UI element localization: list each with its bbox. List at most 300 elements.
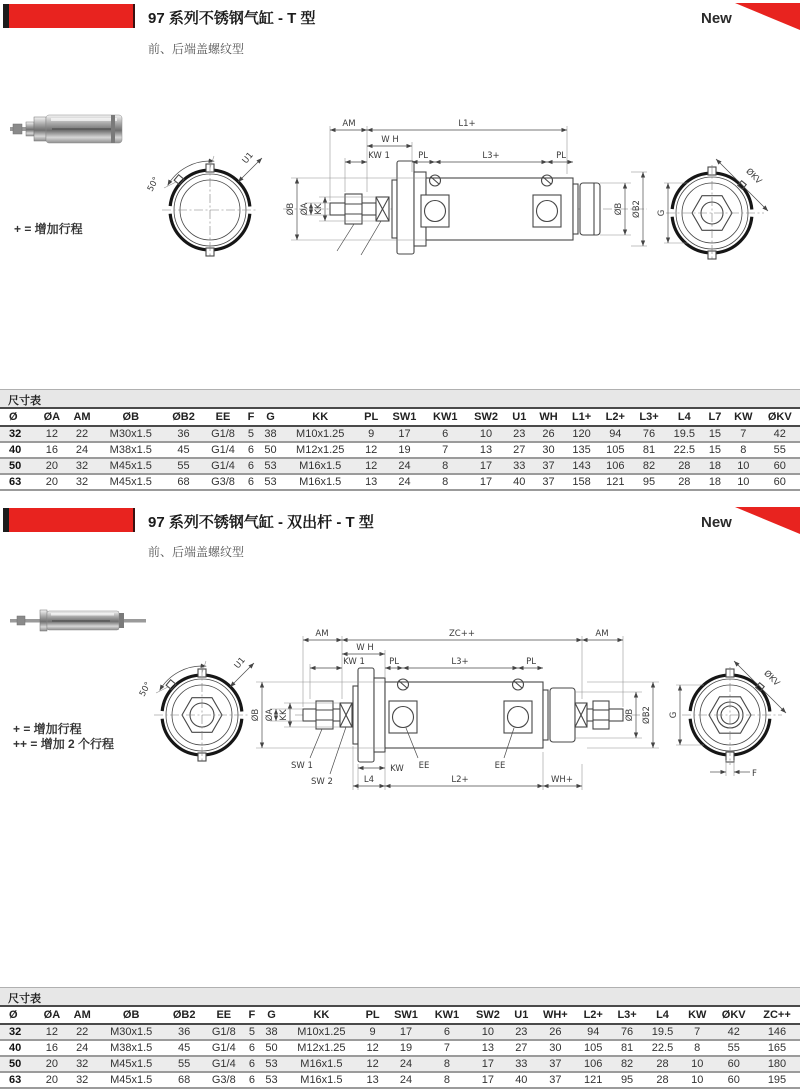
dim-label-50deg: 50° (145, 175, 162, 194)
row-size: 50 (0, 458, 37, 474)
column-header: KW (727, 409, 759, 426)
rear-cap-2 (543, 688, 623, 742)
table-cell: 12 (359, 1040, 385, 1056)
dim-label-ob-left: ØB (286, 202, 296, 216)
table-cell: 24 (384, 474, 424, 490)
table-cell: 6 (244, 1072, 260, 1088)
table-cell: 121 (576, 1072, 610, 1088)
dim-label-l4: L4 (363, 775, 375, 785)
table-cell: 10 (681, 1072, 713, 1088)
column-header: ØB2 (165, 1007, 204, 1024)
dim-label-okv: ØKV (743, 166, 764, 187)
table-cell: 27 (506, 442, 532, 458)
row-size: 32 (0, 1024, 37, 1040)
table-cell: 106 (598, 458, 632, 474)
table-cell: M16x1.5 (283, 1056, 359, 1072)
table-cell: 7 (425, 442, 466, 458)
table-header-row (0, 409, 800, 426)
dim-label-sw2: SW 2 (311, 777, 333, 787)
table-cell: 53 (259, 458, 283, 474)
dim-label-kw: KW (390, 764, 404, 774)
table-cell: 10 (468, 1024, 509, 1040)
new-badge-2: New (701, 514, 732, 531)
column-header: L7 (703, 409, 727, 426)
table-cell: 16 (37, 442, 67, 458)
table-cell: 36 (165, 1024, 204, 1040)
stroke-notes-2 (13, 722, 114, 752)
table-cell: 32 (67, 1072, 98, 1088)
column-header: F (243, 409, 259, 426)
table-cell: 17 (384, 426, 424, 442)
table-cell: 7 (426, 1040, 467, 1056)
table-cell: 8 (425, 458, 466, 474)
section2-title: 97 系列不锈钢气缸 - 双出杆 - T 型 (148, 514, 374, 531)
table-cell: M38x1.5 (97, 442, 164, 458)
table-cell: 10 (727, 458, 759, 474)
column-header: EE (203, 409, 243, 426)
column-header: L1+ (565, 409, 599, 426)
table-cell: 12 (37, 426, 67, 442)
table-cell: 6 (426, 1024, 467, 1040)
table-cell: 22.5 (666, 442, 703, 458)
dim-label-l1: L1+ (458, 119, 476, 129)
end-view-drawing-s2 (660, 648, 800, 790)
table-cell: 19 (386, 1040, 427, 1056)
table-cell: 53 (260, 1056, 284, 1072)
table-cell: 26 (534, 1024, 576, 1040)
table-cell: 95 (610, 1072, 644, 1088)
table-cell: 53 (259, 474, 283, 490)
table-cell: 13 (468, 1040, 509, 1056)
column-header: EE (204, 1007, 245, 1024)
table-cell: 40 (508, 1072, 534, 1088)
column-header: KW1 (426, 1007, 467, 1024)
table-cell: 165 (754, 1040, 800, 1056)
table-cell: 143 (565, 458, 599, 474)
table-cell: 7 (727, 426, 759, 442)
cylinder-body-2 (385, 679, 543, 748)
table-cell: 22.5 (644, 1040, 681, 1056)
table-row (0, 442, 800, 458)
table-cell: 9 (358, 426, 384, 442)
table-cell: 105 (598, 442, 632, 458)
table-cell: 60 (713, 1072, 754, 1088)
table-cell: 24 (386, 1056, 427, 1072)
table-cell: 13 (358, 474, 384, 490)
table-cell: 13 (359, 1072, 385, 1088)
dim-label-u1: U1 (240, 150, 256, 166)
dim-label-ob2: ØB2 (632, 200, 642, 218)
dim-label-pl-right-2: PL (526, 657, 536, 667)
dim-label-ob2-2: ØB2 (642, 706, 652, 724)
banner-red-tab-2 (9, 508, 135, 532)
table-cell: 17 (466, 458, 506, 474)
column-header: ØB2 (164, 409, 203, 426)
table-cell: 6 (243, 474, 259, 490)
table-cell: 10 (466, 426, 506, 442)
table-cell: 68 (165, 1072, 204, 1088)
table-cell: 22 (67, 1024, 98, 1040)
dim-label-oa-2: ØA (265, 708, 275, 722)
size-table-2 (0, 1007, 800, 1089)
row-size: 50 (0, 1056, 37, 1072)
table-cell: 30 (534, 1040, 576, 1056)
table-cell: M38x1.5 (98, 1040, 165, 1056)
table-cell: G3/8 (203, 474, 243, 490)
table-cell: 195 (754, 1072, 800, 1088)
dim-label-l3-2: L3+ (451, 657, 469, 667)
dim-label-f: F (752, 769, 757, 779)
table-cell: 38 (259, 426, 283, 442)
table-cell: 8 (727, 442, 759, 458)
table-cell: 121 (598, 474, 632, 490)
dim-label-ob-left-2: ØB (251, 708, 261, 722)
table-cell: 50 (259, 442, 283, 458)
table-cell: 28 (644, 1056, 681, 1072)
table-row (0, 1040, 800, 1056)
column-header: L4 (666, 409, 703, 426)
column-header: KK (282, 409, 358, 426)
dim-label-am-left: AM (315, 629, 329, 639)
table-cell: G1/8 (203, 426, 243, 442)
table-cell: 146 (754, 1024, 800, 1040)
table-cell: 28 (644, 1072, 681, 1088)
table-cell: 94 (598, 426, 632, 442)
table-cell: 10 (681, 1056, 713, 1072)
column-header: F (244, 1007, 260, 1024)
column-header: WH (532, 409, 564, 426)
table-cell: 30 (532, 442, 564, 458)
left-rod-assembly (303, 701, 352, 729)
table-row (0, 1072, 800, 1088)
table-cell: 50 (260, 1040, 284, 1056)
dim-label-kk: KK (314, 203, 324, 215)
table-cell: 6 (243, 458, 259, 474)
table-cell: 12 (359, 1056, 385, 1072)
table-cell: G1/8 (204, 1024, 245, 1040)
table-header-row (0, 1007, 800, 1024)
table-cell: 24 (67, 1040, 98, 1056)
table-cell: 13 (466, 442, 506, 458)
table-cell: 55 (760, 442, 800, 458)
table-cell: G3/8 (204, 1072, 245, 1088)
table-cell: 26 (532, 426, 564, 442)
table-cell: 7 (681, 1024, 713, 1040)
column-header: ØKV (760, 409, 800, 426)
dim-label-u1-2: U1 (232, 655, 248, 671)
table-cell: 20 (37, 458, 67, 474)
column-header: SW2 (466, 409, 506, 426)
new-badge: New (701, 10, 732, 27)
column-header: U1 (506, 409, 532, 426)
dim-label-pl-left-2: PL (389, 657, 399, 667)
table-cell: 37 (534, 1072, 576, 1088)
column-header: G (259, 409, 283, 426)
table-cell: 16 (37, 1040, 67, 1056)
table-cell: 55 (164, 458, 203, 474)
table-cell: 22 (67, 426, 98, 442)
column-header: L2+ (576, 1007, 610, 1024)
column-header: KW1 (425, 409, 466, 426)
table-cell: 19 (384, 442, 424, 458)
table-cell: 8 (681, 1040, 713, 1056)
table-cell: M45x1.5 (98, 1072, 165, 1088)
table-cell: 55 (165, 1056, 204, 1072)
table-cell: 23 (506, 426, 532, 442)
dim-label-kk-2: KK (279, 709, 289, 721)
side-view-drawing-s1 (275, 108, 655, 258)
section1-title: 97 系列不锈钢气缸 - T 型 (148, 10, 316, 27)
table-cell: 23 (508, 1024, 534, 1040)
table-cell: 45 (165, 1040, 204, 1056)
table-cell: 15 (703, 442, 727, 458)
end-view-drawing-s1 (652, 150, 798, 272)
column-header: KK (283, 1007, 359, 1024)
table-cell: 82 (610, 1056, 644, 1072)
table-cell: 24 (386, 1072, 427, 1088)
table-cell: M45x1.5 (97, 474, 164, 490)
product-photo-double-rod (10, 593, 150, 643)
table-cell: 33 (506, 458, 532, 474)
new-triangle-icon-2 (735, 507, 800, 534)
dim-label-pl-left: PL (418, 151, 428, 161)
table-cell: M16x1.5 (282, 474, 358, 490)
column-header: L4 (644, 1007, 681, 1024)
dim-label-am: AM (342, 119, 356, 129)
column-header: ØA (37, 1007, 67, 1024)
table-cell: 60 (760, 474, 800, 490)
table-cell: G1/4 (204, 1056, 245, 1072)
column-header: KW (681, 1007, 713, 1024)
side-view-drawing-s2 (250, 618, 660, 803)
table-cell: 28 (666, 458, 703, 474)
column-header: AM (67, 1007, 98, 1024)
table-cell: M16x1.5 (282, 458, 358, 474)
row-size: 40 (0, 1040, 37, 1056)
table-cell: 6 (244, 1040, 260, 1056)
table-cell: 81 (632, 442, 666, 458)
table-cell: 19.5 (666, 426, 703, 442)
dim-label-oa: ØA (300, 202, 310, 216)
table-cell: 37 (532, 474, 564, 490)
column-header: ØB (98, 1007, 165, 1024)
stroke-note-line1: + = 增加行程 (13, 722, 82, 736)
cylinder-body (421, 175, 573, 240)
size-table (0, 409, 800, 491)
table-cell: 32 (67, 1056, 98, 1072)
dim-label-wh-2: W H (356, 643, 374, 653)
column-header: L2+ (598, 409, 632, 426)
table-cell: 15 (703, 426, 727, 442)
table-cell: 33 (508, 1056, 534, 1072)
table-cell: 17 (466, 474, 506, 490)
section2-subtitle: 前、后端盖螺纹型 (148, 545, 245, 559)
table-row (0, 1024, 800, 1040)
table-cell: 20 (37, 474, 67, 490)
rear-cap (573, 183, 600, 235)
table-cell: 17 (468, 1056, 509, 1072)
table-title-2: 尺寸表 (0, 987, 800, 1007)
dim-label-ob-right: ØB (614, 202, 624, 216)
dim-label-50deg-2: 50° (137, 680, 154, 699)
table-cell: 76 (632, 426, 666, 442)
table-cell: M45x1.5 (98, 1056, 165, 1072)
table-row (0, 474, 800, 490)
column-header: PL (358, 409, 384, 426)
table-cell: 105 (576, 1040, 610, 1056)
dim-label-wh: W H (381, 135, 399, 145)
front-view-drawing-s1 (140, 148, 270, 263)
column-header: ØB (97, 409, 164, 426)
table-cell: 81 (610, 1040, 644, 1056)
banner-red-tab (9, 4, 135, 28)
dim-label-ee-left: EE (418, 761, 430, 771)
stroke-note-line2: ++ = 增加 2 个行程 (13, 737, 115, 751)
table-cell: M12x1.25 (283, 1040, 359, 1056)
table-cell: 45 (164, 442, 203, 458)
table-cell: M30x1.5 (98, 1024, 165, 1040)
table-cell: M30x1.5 (97, 426, 164, 442)
column-header: PL (359, 1007, 385, 1024)
product-photo-single-rod (10, 103, 135, 148)
table-cell: 40 (506, 474, 532, 490)
table-row (0, 426, 800, 442)
piston-rod-assembly (330, 194, 389, 224)
column-header: U1 (508, 1007, 534, 1024)
table-cell: 95 (632, 474, 666, 490)
dimension-table-1 (0, 389, 800, 491)
table-cell: 180 (754, 1056, 800, 1072)
table-cell: 5 (243, 426, 259, 442)
table-cell: 76 (610, 1024, 644, 1040)
table-cell: 18 (703, 474, 727, 490)
column-header: L3+ (632, 409, 666, 426)
table-cell: 10 (727, 474, 759, 490)
new-triangle-icon (735, 3, 800, 30)
column-header: G (260, 1007, 284, 1024)
dim-label-ee-right: EE (494, 761, 506, 771)
row-size: 63 (0, 1072, 37, 1088)
column-header: Ø (0, 409, 37, 426)
column-header: ZC++ (754, 1007, 800, 1024)
table-cell: 158 (565, 474, 599, 490)
column-header: L3+ (610, 1007, 644, 1024)
column-header: ØKV (713, 1007, 754, 1024)
column-header: SW1 (386, 1007, 427, 1024)
table-cell: 17 (468, 1072, 509, 1088)
table-cell: 12 (358, 458, 384, 474)
row-size: 32 (0, 426, 37, 442)
table-cell: 120 (565, 426, 599, 442)
table-cell: 32 (67, 474, 98, 490)
column-header: ØA (37, 409, 67, 426)
column-header: SW1 (384, 409, 424, 426)
dim-label-g: G (657, 209, 667, 217)
table-cell: G1/4 (204, 1040, 245, 1056)
table-cell: 32 (67, 458, 98, 474)
table-cell: 42 (713, 1024, 754, 1040)
front-view-drawing-s2 (132, 652, 264, 774)
table-cell: 37 (532, 458, 564, 474)
dim-label-g-2: G (669, 711, 679, 719)
row-size: 63 (0, 474, 37, 490)
table-cell: 12 (358, 442, 384, 458)
table-row (0, 458, 800, 474)
table-cell: 36 (164, 426, 203, 442)
column-header: SW2 (468, 1007, 509, 1024)
table-cell: 8 (426, 1072, 467, 1088)
table-cell: 135 (565, 442, 599, 458)
table-cell: 60 (760, 458, 800, 474)
table-cell: 94 (576, 1024, 610, 1040)
dim-label-l3: L3+ (482, 151, 500, 161)
dim-label-sw1: SW 1 (291, 761, 313, 771)
table-title: 尺寸表 (0, 389, 800, 409)
table-cell: 8 (426, 1056, 467, 1072)
table-cell: 37 (534, 1056, 576, 1072)
dim-label-wh-plus: WH+ (551, 775, 573, 785)
column-header: AM (67, 409, 98, 426)
table-cell: G1/4 (203, 458, 243, 474)
table-cell: 20 (37, 1072, 67, 1088)
table-cell: 18 (703, 458, 727, 474)
dim-label-kw1: KW 1 (368, 151, 390, 161)
table-cell: 42 (760, 426, 800, 442)
dim-label-zc: ZC++ (448, 629, 476, 639)
dim-label-kw1-2: KW 1 (343, 657, 365, 667)
table-cell: 53 (260, 1072, 284, 1088)
column-header: WH+ (534, 1007, 576, 1024)
table-cell: 24 (67, 442, 98, 458)
table-cell: M12x1.25 (282, 442, 358, 458)
table-cell: 17 (386, 1024, 427, 1040)
table-cell: 55 (713, 1040, 754, 1056)
table-cell: 27 (508, 1040, 534, 1056)
table-cell: 68 (164, 474, 203, 490)
table-cell: 38 (260, 1024, 284, 1040)
dim-label-l2: L2+ (451, 775, 469, 785)
dim-label-am-right: AM (595, 629, 609, 639)
dim-label-okv-2: ØKV (761, 668, 782, 689)
table-cell: 8 (425, 474, 466, 490)
table-cell: M45x1.5 (97, 458, 164, 474)
dim-label-pl-right: PL (556, 151, 566, 161)
dimension-table-2 (0, 987, 800, 1089)
table-cell: 5 (244, 1024, 260, 1040)
table-cell: 6 (244, 1056, 260, 1072)
table-cell: G1/4 (203, 442, 243, 458)
table-cell: 24 (384, 458, 424, 474)
table-cell: 6 (243, 442, 259, 458)
table-cell: 9 (359, 1024, 385, 1040)
dim-label-ob-right-2: ØB (625, 708, 635, 722)
table-cell: M10x1.25 (283, 1024, 359, 1040)
table-cell: 28 (666, 474, 703, 490)
table-cell: 20 (37, 1056, 67, 1072)
stroke-note: + = 增加行程 (14, 222, 83, 236)
table-cell: 60 (713, 1056, 754, 1072)
section1-subtitle: 前、后端盖螺纹型 (148, 42, 245, 56)
column-header: Ø (0, 1007, 37, 1024)
table-cell: 19.5 (644, 1024, 681, 1040)
table-cell: 106 (576, 1056, 610, 1072)
table-row (0, 1056, 800, 1072)
table-cell: 82 (632, 458, 666, 474)
table-cell: 12 (37, 1024, 67, 1040)
row-size: 40 (0, 442, 37, 458)
table-cell: M10x1.25 (282, 426, 358, 442)
table-cell: M16x1.5 (283, 1072, 359, 1088)
